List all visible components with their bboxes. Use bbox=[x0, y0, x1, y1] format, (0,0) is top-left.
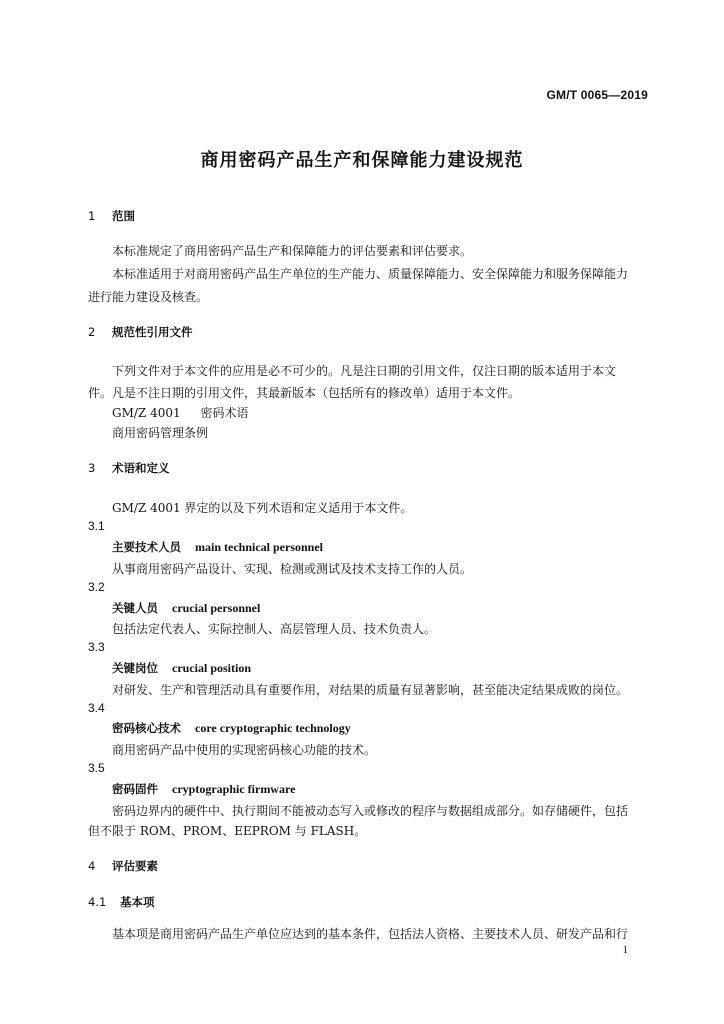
section-title: 评估要素 bbox=[112, 859, 159, 873]
reference-item bbox=[112, 404, 248, 421]
term-definition: 对研发、生产和管理活动具有重要作用，对结果的质量有显著影响，甚至能决定结果成败的岗位。 bbox=[112, 683, 629, 697]
term-en: core cryptographic technology bbox=[195, 721, 351, 735]
term-zh: 密码核心技术 bbox=[112, 721, 181, 735]
term-en: main technical personnel bbox=[195, 540, 323, 554]
section-title: 术语和定义 bbox=[112, 461, 170, 475]
paragraph: 基本项是商用密码产品生产单位应达到的基本条件，包括法人资格、主要技术人员、研发产品和行 bbox=[112, 927, 629, 941]
page-number: 1 bbox=[622, 944, 628, 956]
subsection-4-1-heading bbox=[88, 894, 155, 910]
term-number: 3.2 bbox=[88, 580, 105, 594]
reference-item: 商用密码管理条例 bbox=[112, 426, 209, 440]
standard-code: GM/T 0065—2019 bbox=[546, 88, 648, 102]
section-2-heading bbox=[88, 324, 193, 340]
term-number: 3.5 bbox=[88, 761, 105, 775]
term-definition: 密码边界内的硬件中、执行期间不能被动态写入或修改的程序与数据组成部分。如存储硬件，包括 bbox=[112, 804, 629, 818]
reference-code: GM/Z 4001 bbox=[112, 406, 181, 420]
section-number: 4 bbox=[88, 859, 96, 873]
paragraph: 本标准适用于对商用密码产品生产单位的生产能力、质量保障能力、安全保障能力和服务保障能力 bbox=[112, 267, 629, 281]
section-number: 1 bbox=[88, 209, 96, 223]
term-number: 3.4 bbox=[88, 701, 105, 715]
section-title: 范围 bbox=[112, 209, 136, 223]
paragraph: 进行能力建设及核查。 bbox=[88, 290, 209, 304]
term-number: 3.1 bbox=[88, 519, 105, 533]
term-heading bbox=[112, 539, 323, 555]
paragraph: GM/Z 4001 界定的以及下列术语和定义适用于本文件。 bbox=[112, 501, 413, 515]
term-en: cryptographic firmware bbox=[172, 782, 296, 796]
paragraph: 件。凡是不注日期的引用文件，其最新版本（包括所有的修改单）适用于本文件。 bbox=[88, 386, 521, 400]
section-4-heading bbox=[88, 858, 158, 874]
term-number: 3.3 bbox=[88, 640, 105, 654]
term-zh: 关键人员 bbox=[112, 601, 158, 615]
term-en: crucial position bbox=[172, 661, 252, 675]
page-title: 商用密码产品生产和保障能力建设规范 bbox=[200, 150, 524, 171]
term-definition: 商用密码产品中使用的实现密码核心功能的技术。 bbox=[112, 743, 377, 757]
term-zh: 主要技术人员 bbox=[112, 540, 181, 554]
term-heading bbox=[112, 781, 295, 797]
term-heading bbox=[112, 600, 260, 616]
paragraph: 下列文件对于本文件的应用是必不可少的。凡是注日期的引用文件，仅注日期的版本适用于本文 bbox=[112, 364, 617, 378]
term-definition: 包括法定代表人、实际控制人、高层管理人员、技术负责人。 bbox=[112, 622, 437, 636]
term-definition: 从事商用密码产品设计、实现、检测或测试及技术支持工作的人员。 bbox=[112, 562, 473, 576]
term-zh: 密码固件 bbox=[112, 782, 158, 796]
section-1-heading bbox=[88, 208, 135, 224]
section-title: 规范性引用文件 bbox=[112, 325, 193, 339]
term-en: crucial personnel bbox=[172, 601, 261, 615]
term-heading bbox=[112, 720, 351, 736]
section-number: 2 bbox=[88, 325, 96, 339]
term-zh: 关键岗位 bbox=[112, 661, 158, 675]
paragraph: 本标准规定了商用密码产品生产和保障能力的评估要素和评估要求。 bbox=[112, 244, 473, 258]
subsection-title: 基本项 bbox=[120, 895, 155, 909]
reference-title: 密码术语 bbox=[200, 406, 249, 420]
term-heading bbox=[112, 660, 251, 676]
section-3-heading bbox=[88, 460, 170, 476]
term-definition-continued: 但不限于 ROM、PROM、EEPROM 与 FLASH。 bbox=[88, 824, 367, 838]
subsection-number: 4.1 bbox=[88, 895, 107, 909]
section-number: 3 bbox=[88, 461, 96, 475]
